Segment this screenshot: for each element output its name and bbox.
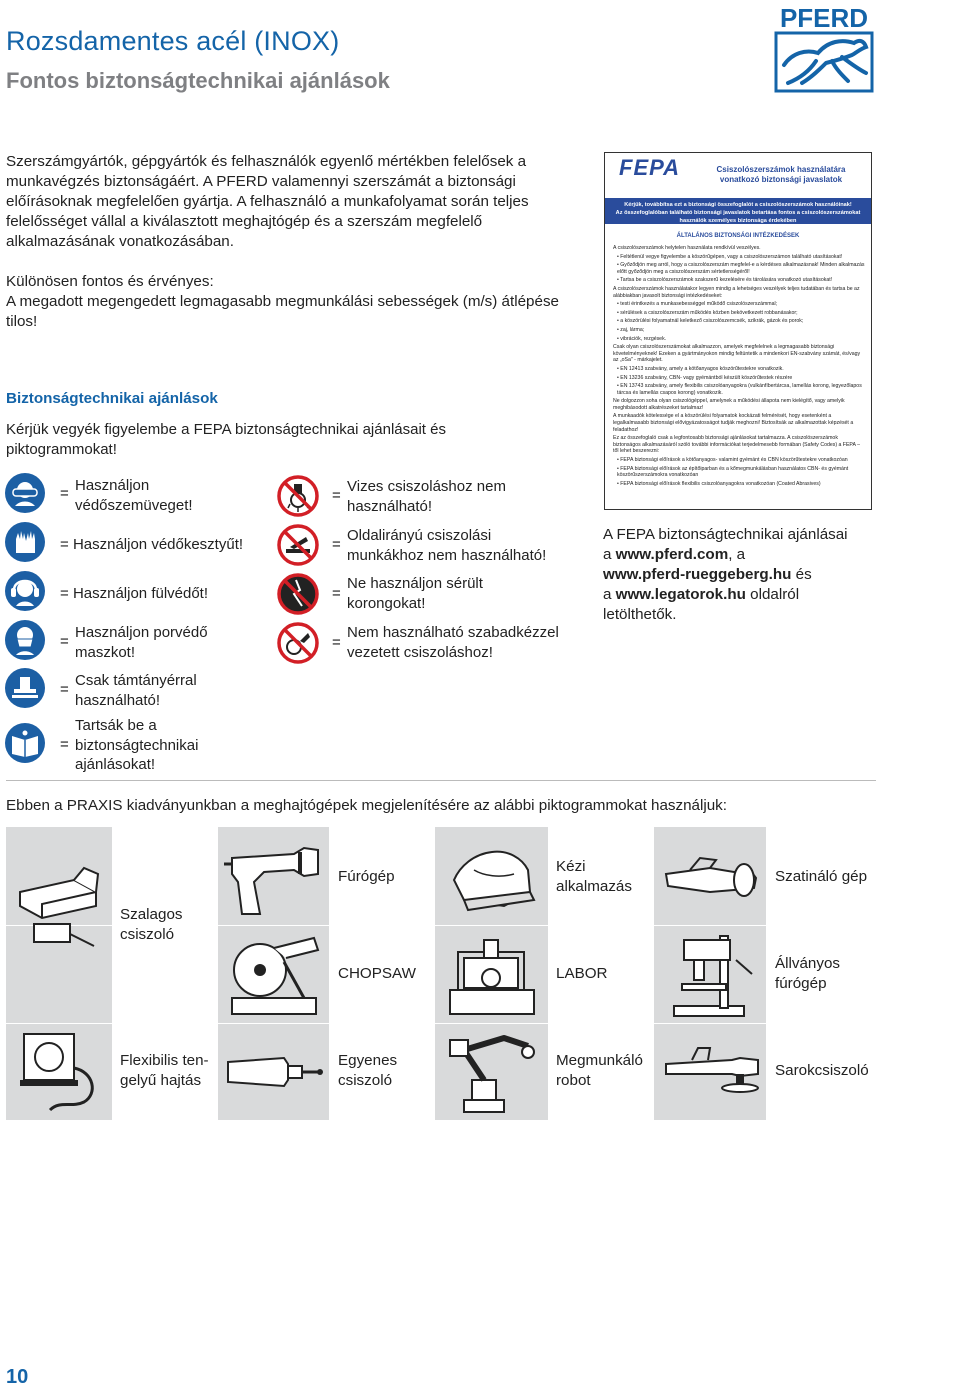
goggles-text-2: védőszemüveget! [75, 496, 193, 514]
equals-sign: = [60, 633, 69, 650]
no-freehand-text-2: vezetett csiszoláshoz! [347, 643, 493, 661]
fepa-line: • Tartsa be a csiszolószerszámok szakszerű kezelésére és tárolására vonatkozó utasításokat! [617, 277, 833, 284]
page-subtitle: Fontos biztonságtechnikai ajánlások [6, 68, 390, 93]
gloves-text: = Használjon védőkesztyűt! [60, 536, 244, 553]
fepa-line: • FEPA biztonsági előírások flexibilis csiszolóanyagokra vonatkozóan (Coated Abrasives) [617, 480, 821, 487]
pictogram-text [75, 476, 193, 515]
no-freehand-text-1: Nem használható szabadkézzel [347, 624, 559, 641]
pictogram-pad [4, 667, 46, 714]
pictogram-gloves [4, 521, 46, 568]
link-legatorok[interactable]: www.legatorok.hu [615, 586, 746, 603]
download-line: a www.pferd.com, a [603, 546, 746, 563]
chopsaw-icon [224, 928, 324, 1020]
pictogram-goggles [4, 472, 46, 519]
fepa-line: • a köszörülési folyamatnál keletkező csiszolószemcsék, szikrák, gázok és porok; [617, 318, 804, 325]
no-damaged-wheel-icon [276, 572, 320, 616]
fepa-line: Csak olyan csiszolószerszámokat alkalmazzon, amelyek megfelelnek a legmagasabb biztonsági követelményeknek! Ezeken a gyártmányokon mindig feltüntetik a mindenkori EN-szabvány számát, és/vagy az „oSa" - márkajelet. [613, 344, 861, 364]
gloves-icon [4, 521, 46, 563]
equals-sign: = [60, 681, 69, 698]
pictogram-mask [4, 619, 46, 666]
dust-mask-icon [4, 619, 46, 661]
pillar-drill-icon [664, 930, 760, 1020]
read-text-3: ajánlásokat! [75, 756, 156, 773]
intro-text [6, 152, 586, 332]
fepa-line: A munkaadók kötelessége el a köszörülési folyamatok kockázati felmérését, hogy esetenként a legalkalmasabb biztonsági elővigyázatosságot tudják meghozni! Biztosítsák az alkalmazottak képzését a feladathoz! [613, 413, 854, 433]
read-instructions-icon [4, 722, 46, 764]
tool-label-flex-shaft: Flexibilis ten- gelyű hajtás [120, 1052, 209, 1089]
straight-grinder-icon [224, 1040, 324, 1104]
tool-label-straight: Egyenes csiszoló [338, 1052, 398, 1089]
fepa-line: • FEPA biztonsági előírások az építőiparban és a kőmegmunkálásban használatos CBN- és gyémánt köszörűszerszámokra vonatkozóan [617, 465, 849, 479]
no-side-grinding-icon [276, 523, 320, 567]
link-pferd-rueggeberg[interactable]: www.pferd-rueggeberg.hu [603, 566, 792, 583]
pictogram-read [4, 722, 46, 769]
equals-sign: = [332, 487, 341, 504]
link-pferd[interactable]: www.pferd [615, 546, 693, 563]
equals-sign: = [332, 585, 341, 602]
fepa-header [605, 153, 871, 195]
fepa-body [613, 245, 865, 489]
fepa-line: • vibrációk, rezgések. [617, 335, 667, 342]
read-text-1: Tartsák be a [75, 717, 157, 734]
tool-label-pillar-drill: Állványos fúrógép [775, 955, 840, 992]
equals-sign: = [60, 485, 69, 502]
fepa-line: • EN 13743 szabvány, amely flexibilis csiszolóanyagokra (vulkánfíbertárcsa, lamellás korong, legyezőlapos tárcsa és lamellás csapos korong) vonatkozik. [617, 383, 862, 396]
fepa-line: • sérülések a csiszolószerszám működés közben bekövetkezett robbanásakor; [617, 309, 798, 316]
pictogram-no-damaged [276, 572, 320, 621]
flexible-shaft-icon [14, 1030, 106, 1116]
read-text-2: biztonságtechnikai [75, 736, 199, 754]
goggles-icon [4, 472, 46, 514]
fepa-line: • Győződjön meg arról, hogy a csiszolószerszám megfelel-e a kérdéses alkalmazásnak! Minden alkalmazás előtt győződjön meg a csiszolószerszám sértetlenségéről! [617, 262, 865, 275]
mask-text-2: maszkot! [75, 643, 136, 661]
pictogram-text [75, 716, 198, 775]
page-title: Rozsdamentes acél (INOX) [6, 26, 340, 56]
pictogram-no-wet [276, 474, 320, 523]
no-side-text-1: Oldalirányú csiszolási [347, 527, 492, 544]
tool-label-angle: Sarokcsiszoló [775, 1062, 869, 1079]
no-wet-text-1: Vizes csiszoláshoz nem [347, 478, 506, 495]
fepa-line: A csiszolószerszámok használatakor legyen mindig a lehetséges veszélyek teljes tudatában és tartsa be az alábbiakban javasolt biztonsági intézkedéseket: [613, 285, 860, 299]
fepa-line: A csiszolószerszámok helytelen használata rendkívül veszélyes. [613, 245, 761, 251]
lab-machine-icon [444, 932, 540, 1018]
download-line: www.pferd-rueggeberg.hu és [603, 566, 812, 583]
pad-text-2: használható! [75, 691, 161, 709]
pictogram-no-freehand [276, 621, 320, 670]
fepa-section-title: ÁLTALÁNOS BIZTONSÁGI INTÉZKEDÉSEK [676, 233, 800, 239]
fepa-line: Ez az összefoglaló csak a legfontosabb biztonsági ajánlásokat tartalmazza. A csiszolószerszámok biztonságos alkalmazásáról szóló további információkat terjedelmesebb formában (Safety Codes) a FEPA – től lehet beszerezni: [613, 435, 861, 455]
fepa-line: • EN 12413 szabvány, amely a kötőanyagos köszörűtestekre vonatkozik. [617, 365, 784, 372]
tool-label-drill: Fúrógép [338, 868, 395, 885]
pictogram-text [347, 477, 506, 516]
fepa-line: • Feltétlenül vegye figyelembe a köszörűgépen, vagy a csiszolószerszámon található utasításokat! [617, 253, 843, 260]
fepa-line: Ne dolgozzon soha olyan csiszológéppel, amelynek a működési állapota nem kielégítő, vagy amelyik meghibásodott alkatrészeket tartalmaz! [613, 398, 845, 411]
pictogram-text [347, 623, 559, 662]
fepa-banner: Kérjük, továbbítsa ezt a biztonsági összefoglalót a csiszolószerszámok használóinak! Az összefoglalóban található biztonsági javaslatok betartása fontos a csiszolószerszámokat használók személyes biztonsága érdekében [605, 198, 871, 224]
satin-machine-icon [660, 852, 760, 912]
fepa-line: • zaj, lárma; [617, 326, 645, 333]
ear-protection-icon [4, 570, 46, 612]
equals-sign: = [332, 634, 341, 651]
intro-paragraph: Szerszámgyártók, gépgyártók és felhasználók egyenlő mértékben felelősek a munkavégzés biztonságáért. A PFERD valamennyi szerszámát a biztonsági előírásoknak megfelelően gyártja. A felhasználó a munkafolyamat során teljes felelősséget vállal a kiválasztott meghajtógép és a szerszám megfelelő alkalmazásának vonatkozásában. [6, 153, 529, 250]
praxis-text: Ebben a PRAXIS kiadványunkban a meghajtógépek megjelenítésére az alábbi piktogrammokat használjuk: [6, 797, 727, 814]
tool-label-labor: LABOR [556, 965, 608, 982]
download-info [603, 525, 863, 625]
mask-text-1: Használjon porvédő [75, 624, 208, 641]
no-damaged-text-2: korongokat! [347, 594, 426, 612]
pictogram-no-side [276, 523, 320, 572]
fepa-line: • testi érintkezés a munkasebességgel működő csiszolószerszámmal; [617, 301, 778, 308]
drill-icon [224, 838, 324, 920]
download-line: letölthetők. [603, 606, 677, 623]
no-freehand-icon [276, 621, 320, 665]
robot-icon [444, 1030, 544, 1116]
tool-label-robot: Megmunkáló robot [556, 1052, 643, 1089]
pictogram-text [347, 574, 483, 613]
equals-sign: = [60, 736, 69, 753]
pictogram-text [347, 526, 546, 565]
safety-intro: Kérjük vegyék figyelembe a FEPA biztonságtechnikai ajánlásait és piktogrammokat! [6, 421, 446, 458]
no-side-text-2: munkákhoz nem használható! [347, 546, 547, 564]
pad-text-1: Csak támtányérral [75, 672, 197, 689]
divider [6, 780, 876, 781]
tool-label-hand: Kézi alkalmazás [556, 858, 632, 895]
tool-label-belt-sander: Szalagos csiszoló [120, 906, 183, 943]
hand-application-icon [444, 840, 540, 920]
fepa-leaflet [604, 152, 872, 510]
backing-pad-icon [4, 667, 46, 709]
pictogram-ear [4, 570, 46, 617]
goggles-text-1: Használjon [75, 477, 150, 494]
pictogram-text [75, 623, 208, 662]
download-line: A FEPA biztonságtechnikai ajánlásai [603, 526, 848, 543]
fepa-line: • EN 13236 szabvány, CBN- vagy gyémántból készült köszörűtestek részére [617, 374, 793, 381]
ear-text: = Használjon fülvédőt! [60, 585, 209, 602]
important-label: Különösen fontos és érvényes: [6, 273, 214, 290]
logo-text: PFERD [779, 3, 869, 33]
speed-warning: A megadott megengedett legmagasabb megmunkálási sebességek (m/s) átlépése tilos! [6, 293, 559, 330]
pferd-logo [772, 3, 876, 93]
pictogram-text [75, 671, 197, 710]
angle-grinder-icon [662, 1040, 762, 1104]
tool-label-chopsaw: CHOPSAW [338, 965, 416, 982]
fepa-logo: FEPA [619, 155, 681, 180]
safety-heading: Biztonságtechnikai ajánlások [6, 390, 218, 407]
fepa-line: • FEPA biztonsági előírások a kötőanyagos- valamint gyémánt és CBN köszörűtestekre vonatkozóan [617, 457, 848, 464]
no-wet-text-2: használható! [347, 497, 433, 515]
no-damaged-text-1: Ne használjon sérült [347, 575, 483, 592]
download-line: a www.legatorok.hu oldalról [603, 586, 800, 603]
tool-label-satin: Szatináló gép [775, 868, 868, 885]
page-number: 10 [6, 1366, 29, 1388]
equals-sign: = [332, 536, 341, 553]
no-wet-grinding-icon [276, 474, 320, 518]
fepa-title: Csiszolószerszámok használatára vonatkozó biztonsági javaslatok [716, 165, 846, 184]
belt-sander-icon [14, 862, 106, 962]
